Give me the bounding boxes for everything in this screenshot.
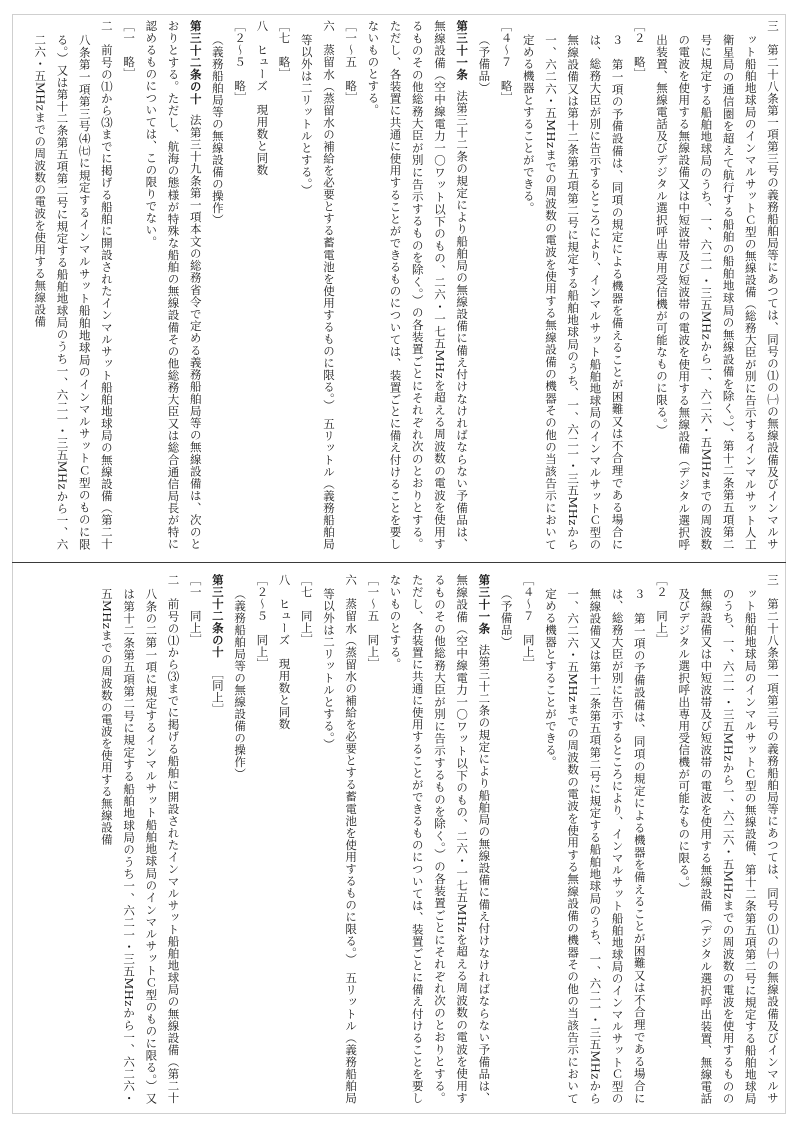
- bottom-article-31-heading: 第三十一条: [477, 574, 492, 635]
- bottom-caption-spare-parts: （予備品）: [499, 587, 514, 648]
- bottom-note-1: ［一 同上］: [188, 574, 203, 646]
- top-item-8: 八 ヒューズ 現用数と同数: [255, 20, 270, 176]
- top-article-31-body: 法第三十二条の規定により船舶局の無線設備に備え付けなければならない予備品は、無線設備（空中線電力一〇ワット以下のもの、二六・一七五MHzを超える周波数の電波を使用するものその他総務大臣が別に告示するものを除く。）の各装置ごとにそれぞれ次のとおりとする。ただし、各装置に共通に使用することができるものについては、装置ごとに備え付けることを要しないものとする。: [366, 20, 470, 550]
- bottom-article-31-body: 法第三十二条の規定により船舶局の無線設備に備え付けなければならない予備品は、無線設備（空中線電力一〇ワット以下のもの、二六・一七五MHzを超える周波数の電波を使用するものその他総務大臣が別に告示するものを除く。）の各装置ごとにそれぞれ次のとおりとする。ただし、各装置に共通に使用することができるものについては、装置ごとに備え付けることを要しないものとする。: [388, 574, 492, 1104]
- bottom-item-6: 六 蒸留水（蒸留水の補給を必要とする蓄電池を使用するものに限る。） 五リットル（義務船舶局等以外は二リットルとする。）: [321, 574, 359, 1104]
- bottom-note-4-7: ［４～７ 同上］: [521, 574, 536, 670]
- bottom-article-31: [384, 574, 495, 1104]
- section-divider: [12, 562, 786, 563]
- top-note-4-7: ［４～７ 略］: [499, 20, 514, 104]
- bottom-note-7: ［七 同上］: [299, 574, 314, 646]
- bottom-paragraph-3: ３ 第一項の予備設備は、同項の規定による機器を備えることが困難又は不合理である場合には、総務大臣が別に告示するところにより、インマルサット船舶地球局のインマルサットＣ型の無線設備又は第十二条第五項第二号に規定する船舶地球局のうち、一、六二一・三五MHzから一、六二六・五MHzまでの周波数の電波を使用する無線設備の機器その他の当該告示において定める機器とすることができる。: [543, 587, 647, 1104]
- top-item-3: 三 第二十八条第一項第三号の義務船舶局等にあつては、同号の⑴の㈠の無線設備及びインマルサット船舶地球局のインマルサットＣ型の無線設備（総務大臣が別に告示するインマルサット人工衛星局の通信圏を超えて航行する船舶の船舶地球局の無線設備を除く。）、第十二条第五項第二号に規定する船舶地球局のうち、一、六二一・三五MHzから一、六二六・五MHzまでの周波数の電波を使用する無線設備又は中短波帯及び短波帯の電波を使用する無線設備（デジタル選択呼出装置、無線電話及びデジタル選択呼出専用受信機が可能なものに限る。）: [654, 20, 780, 550]
- bottom-article-32-10-heading: 第三十二条の十: [210, 574, 225, 658]
- bottom-note-1-5: ［一～五 同上］: [366, 574, 381, 670]
- amended-text-column: [14, 20, 784, 550]
- top-article-32-10: [140, 20, 207, 550]
- bottom-article-32-10-body: ［同上］: [210, 667, 225, 716]
- top-note-2: ［２ 略］: [632, 20, 647, 80]
- top-caption-spare-parts: （予備品）: [477, 33, 492, 94]
- top-paragraph-3: ３ 第一項の予備設備は、同項の規定による機器を備えることが困難又は不合理である場合には、総務大臣が別に告示するところにより、インマルサット船舶地球局のインマルサットＣ型の無線設備又は第十二条第五項第二号に規定する船舶地球局のうち、一、六二一・三五MHzから一、六二六・五MHzまでの周波数の電波を使用する無線設備の機器その他の当該告示において定める機器とすることができる。: [521, 33, 625, 550]
- top-caption-operation: （義務船舶局等の無線設備の操作）: [210, 33, 225, 226]
- bottom-item-2: 二 前号の⑴から⑶までに掲げる船舶に開設されたインマルサット船舶地球局の無線設備（第二十八条の二第一項に規定するインマルサット船舶地球局のインマルサットＣ型のものに限る。）又は第十二条第五項第二号に規定する船舶地球局のうち一、六二一・三五MHzから一、六二六・五MHzまでの周波数の電波を使用する無線設備: [99, 574, 181, 1104]
- bottom-caption-operation: （義務船舶局等の無線設備の操作）: [233, 587, 248, 780]
- current-text-panel: [14, 574, 784, 1104]
- top-item-2: 二 前号の⑴から⑶までに掲げる船舶に開設されたインマルサット船舶地球局の無線設備（第二十八条第一項第三号⑷㈦に規定するインマルサット船舶地球局のインマルサットＣ型のものに限る。）又は第十二条第五項第二号に規定する船舶地球局のうち一、六二一・三五MHzから一、六二六・五MHzまでの周波数の電波を使用する無線設備: [33, 20, 114, 550]
- bottom-note-2: ［２ 同上］: [654, 574, 669, 646]
- top-article-32-10-heading: 第三十二条の十: [188, 20, 203, 105]
- bottom-article-32-10: [207, 574, 229, 1104]
- bottom-item-8: 八 ヒューズ 現用数と同数: [277, 574, 292, 730]
- top-article-32-10-body: 法第三十九条第一項本文の総務省令で定める義務船舶局等の無線設備は、次のとおりとする。ただし、航海の態様が特殊な船舶の無線設備その他総務大臣又は総合通信局長が特に認めるものについては、この限りでない。: [144, 20, 203, 550]
- top-article-31: [362, 20, 473, 550]
- amended-text-panel: [14, 20, 784, 550]
- top-note-2-5: ［２～５ 略］: [233, 20, 248, 104]
- top-item-6: 六 蒸留水（蒸留水の補給を必要とする蓄電池を使用するものに限る。） 五リットル（義務船舶局等以外は二リットルとする。）: [299, 20, 336, 550]
- top-article-31-heading: 第三十一条: [455, 20, 470, 81]
- top-note-7: ［七 略］: [277, 20, 292, 80]
- bottom-note-2-5: ［２～５ 同上］: [255, 574, 270, 670]
- top-note-1-5: ［一～五 略］: [344, 20, 359, 104]
- top-note-1: ［一 略］: [122, 20, 137, 80]
- current-text-column: [14, 574, 784, 1104]
- bottom-item-3: 三 第二十八条第一項第三号の義務船舶局等にあつては、同号の⑴の㈠の無線設備及びインマルサット船舶地球局のインマルサットＣ型の無線設備、第十二条第五項第二号に規定する船舶地球局のうち、一、六二一・三五MHzから一、六二六・五MHzまでの周波数の電波を使用するものの無線設備又は中短波帯及び短波帯の電波を使用する無線設備（デジタル選択呼出装置、無線電話及びデジタル選択呼出専用受信機が可能なものに限る。）: [677, 574, 780, 1104]
